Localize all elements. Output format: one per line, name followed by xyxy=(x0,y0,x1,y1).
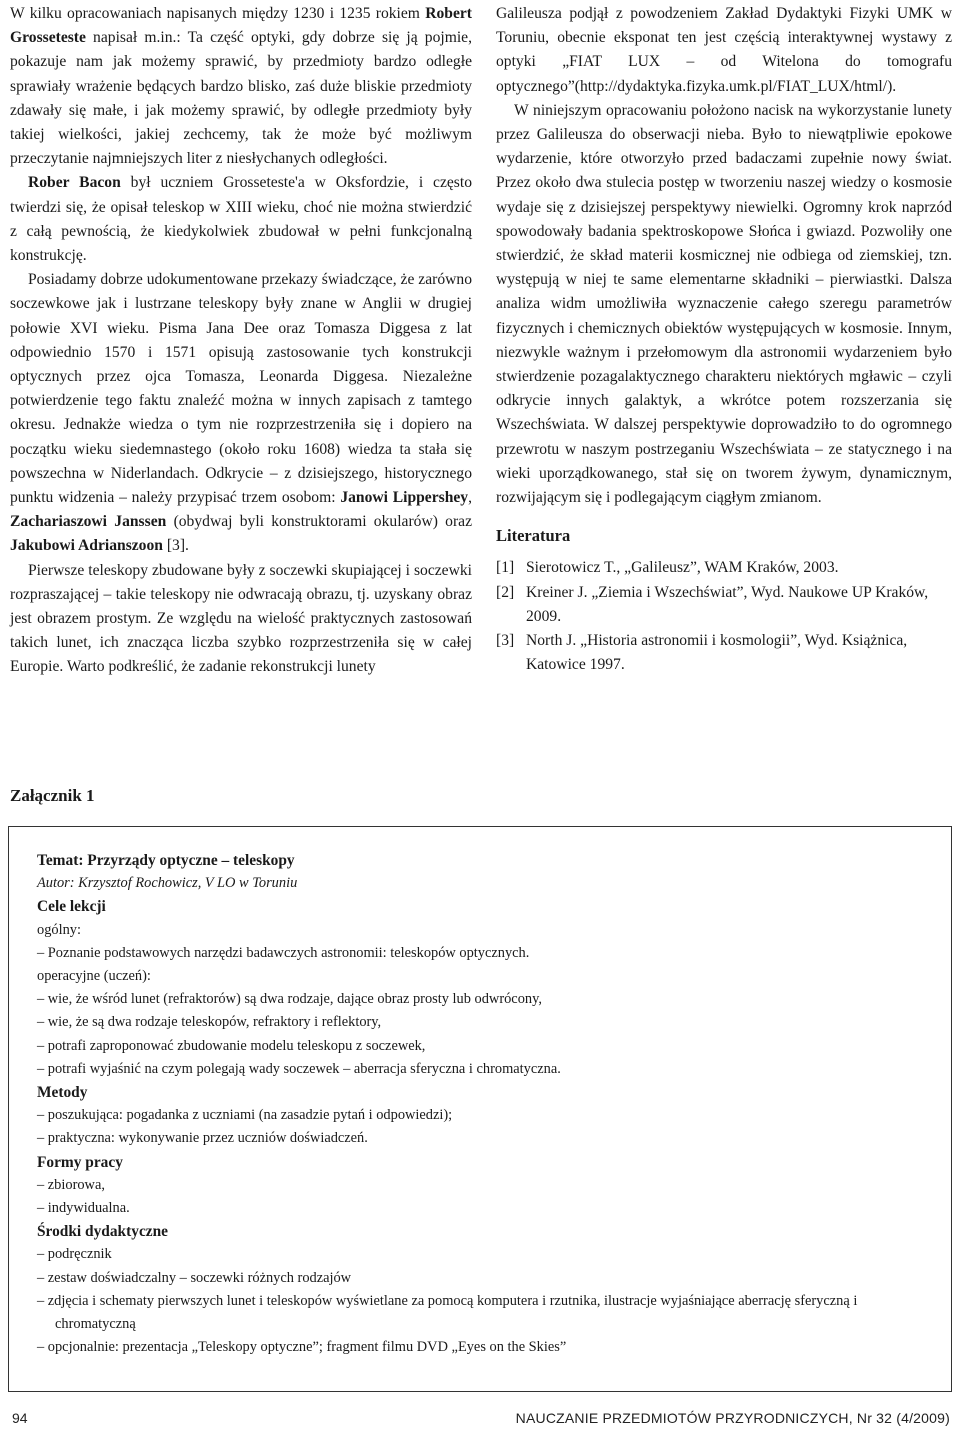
means-heading: Środki dydaktyczne xyxy=(37,1223,168,1241)
list-item: – indywidualna. xyxy=(37,1200,130,1217)
page-number: 94 xyxy=(12,1410,28,1426)
lesson-topic: Temat: Przyrządy optyczne – teleskopy xyxy=(37,852,295,869)
paragraph-bacon xyxy=(10,171,472,268)
left-column xyxy=(10,2,472,680)
general-goal-label: ogólny: xyxy=(37,921,81,938)
list-item: – wie, że wśród lunet (refraktorów) są dwa rodzaje, dające obraz prosty lub odwrócony, xyxy=(37,991,542,1008)
text: , xyxy=(468,489,473,507)
name-bold: Janowi Lippershey xyxy=(340,489,469,507)
reference-number: [2] xyxy=(496,583,515,601)
lesson-plan-box xyxy=(8,826,952,1392)
text: napisał m.in.: Ta część optyki, gdy dobrze się ją pojmie, pokazuje nam jak możemy sprawić, by przedmioty bardzo odległe sprawiały wrażenie będących bardzo blisko, zaś duże bliskie przedmioty zdawały się małe, i jak możemy sprawić, by odległe przedmioty były takiej wielkości, jakiej zechcemy, tak że może być możliwym przeczytanie najmniejszych liter z niesłychanych odległości. xyxy=(10,29,472,168)
methods-heading: Metody xyxy=(37,1084,88,1102)
list-item: – potrafi zaproponować zbudowanie modelu teleskopu z soczewek, xyxy=(37,1037,426,1054)
page-footer xyxy=(0,1408,960,1432)
name-bold: Rober Bacon xyxy=(28,174,121,192)
text: był uczniem Grosseteste'a w Oksfordzie, i często twierdzi się, że opisał teleskop w XIII wieku, choć nie można stwierdzić z całą pewnością, że kiedykolwiek zbudował w pełni funkcjonalną konstrukcję. xyxy=(10,174,473,265)
list-item: – opcjonalnie: prezentacja „Teleskopy optyczne”; fragment filmu DVD „Eyes on the Skies” xyxy=(37,1339,567,1356)
forms-heading: Formy pracy xyxy=(37,1153,123,1171)
references-list xyxy=(496,556,952,677)
text: (obydwaj byli konstruktorami okularów) oraz xyxy=(166,513,472,531)
reference-text: Kreiner J. „Ziemia i Wszechświat”, Wyd. Naukowe UP Kraków, 2009. xyxy=(526,583,929,625)
literature-heading: Literatura xyxy=(496,526,571,546)
list-item: – Poznanie podstawowych narzędzi badawczych astronomii: teleskopów optycznych. xyxy=(37,944,530,961)
goals-heading: Cele lekcji xyxy=(37,898,106,916)
paragraph-grosseteste xyxy=(10,2,472,171)
reference-number: [1] xyxy=(496,559,515,577)
list-item: – potrafi wyjaśnić na czym polegają wady soczewek – aberracja sferyczna i chromatyczna. xyxy=(37,1060,561,1077)
reference-number: [3] xyxy=(496,632,515,650)
operational-goal-label: operacyjne (uczeń): xyxy=(37,968,151,985)
reference-item xyxy=(496,556,952,580)
reference-text: Sierotowicz T., „Galileusz”, WAM Kraków, 2003. xyxy=(526,559,839,577)
reference-text: North J. „Historia astronomii i kosmologii”, Wyd. Książnica, Katowice 1997. xyxy=(526,632,908,674)
annex-title: Załącznik 1 xyxy=(10,786,95,805)
paragraph-first-telescopes: Pierwsze teleskopy zbudowane były z soczewki skupiającej i soczewki rozpraszającej – takie teleskopy nie odwracają obrazu, tj. uzyskany obraz jest obrazem prostym. Ze względu na wielość praktycznych zastosowań takich lunet, ich znacząca liczba szybko rozprzestrzeniła się w całej Europie. Warto podkreślić, że zadanie rekonstrukcji lunety xyxy=(10,561,472,676)
paragraph-england xyxy=(10,268,472,558)
list-item: – poszukująca: pogadanka z uczniami (na zasadzie pytań i odpowiedzi); xyxy=(37,1107,453,1124)
reference-item xyxy=(496,629,952,677)
text: W kilku opracowaniach napisanych między 1230 i 1235 rokiem xyxy=(10,5,426,22)
right-column xyxy=(496,2,952,677)
name-bold: Zachariaszowi Janssen xyxy=(10,513,167,531)
text: Posiadamy dobrze udokumentowane przekazy świadczące, że zarówno soczewkowe jak i lustrzane teleskopy były znane w Anglii w drugiej połowie XVI wieku. Pisma Jana Dee oraz Tomasza Diggesa z lat odpowiednio 1570 i 1571 opisują zastosowanie tych konstrukcji optycznych przez ojca Tomasza, Leonarda Diggesa. Niezależne potwierdzenie tego faktu znaleźć można w innych zapisach z tamtego okresu. Jednakże wiedza o tym nie rozprzestrzeniła się i dopiero na początku wieku siedemnastego (około roku 1608) wiedza ta stała się powszechna w Niderlandach. Odkrycie – z dzisiejszego, historycznego punktu widzenia – należy przypisać trzem osobom: xyxy=(10,271,472,507)
lesson-plan-content xyxy=(37,849,937,1359)
paragraph-observation: W niniejszym opracowaniu położono nacisk na wykorzystanie lunety przez Galileusza do obserwacji nieba. Było to niewątpliwie epokowe wydarzenie, które otworzyło przed badaczami zupełnie nowy świat. Przez około dwa stulecia postęp w tworzeniu naszej wiedzy o kosmosie wydaje się z dzisiejszej perspektywy niewielki. Ogromny krok naprzód spowodowały badania spektroskopowe Słońca i gwiazd. Pozwoliły one stwierdzić, że skład materii kosmicznej nie odbiega od ziemskiej, tzn. występują w niej te same elementarne składniki – pierwiastki. Dalsza analiza widm umożliwiła wyznaczenie całego szeregu parametrów fizycznych i chemicznych obiektów występujących w kosmosie. Innym, niezwykle ważnym i przełomowym dla astronomii wydarzeniem było stwierdzenie pozagalaktycznego charakteru niektórych mgławic – czyli odkrycie innych galaktyk, a wkrótce potem rozszerzania się Wszechświata. W dalszej perspektywie doprowadziło to do ogromnego przewrotu w naszym postrzeganiu Wszechświata – ze statycznego i na wieki uporządkowanego, stał się on tworem żywym, dynamicznym, rozwijającym się i podlegającym ciągłym zmianom. xyxy=(496,101,952,507)
list-item: – zbiorowa, xyxy=(37,1176,105,1193)
list-item: – wie, że są dwa rodzaje teleskopów, refraktory i reflektory, xyxy=(37,1014,382,1031)
paragraph-galileo-reconstruction: Galileusza podjął z powodzeniem Zakład Dydaktyki Fizyki UMK w Toruniu, obecnie eksponat ten jest częścią interaktywnej wystawy z optyki „FIAT LUX – od Witelona do tomografu optycznego”(http://dydaktyka.fizyka.umk.pl/FIAT_LUX/html/). xyxy=(496,5,952,95)
list-item: – podręcznik xyxy=(37,1246,112,1263)
name-bold: Robert Grosseteste xyxy=(10,5,472,47)
lesson-author: Autor: Krzysztof Rochowicz, V LO w Toruniu xyxy=(37,875,298,892)
journal-title: NAUCZANIE PRZEDMIOTÓW PRZYRODNICZYCH, Nr 32 (4/2009) xyxy=(515,1410,950,1426)
list-item: – zdjęcia i schematy pierwszych lunet i teleskopów wyświetlane za pomocą komputera i rzutnika, ilustracje wyjaśniające aberrację sferyczną i chromatyczną xyxy=(37,1292,858,1333)
text: [3]. xyxy=(162,537,189,555)
name-bold: Jakubowi Adrianszoon xyxy=(10,537,163,555)
list-item: – zestaw doświadczalny – soczewki różnych rodzajów xyxy=(37,1269,352,1286)
list-item: – praktyczna: wykonywanie przez uczniów doświadczeń. xyxy=(37,1130,368,1147)
reference-item xyxy=(496,581,952,629)
